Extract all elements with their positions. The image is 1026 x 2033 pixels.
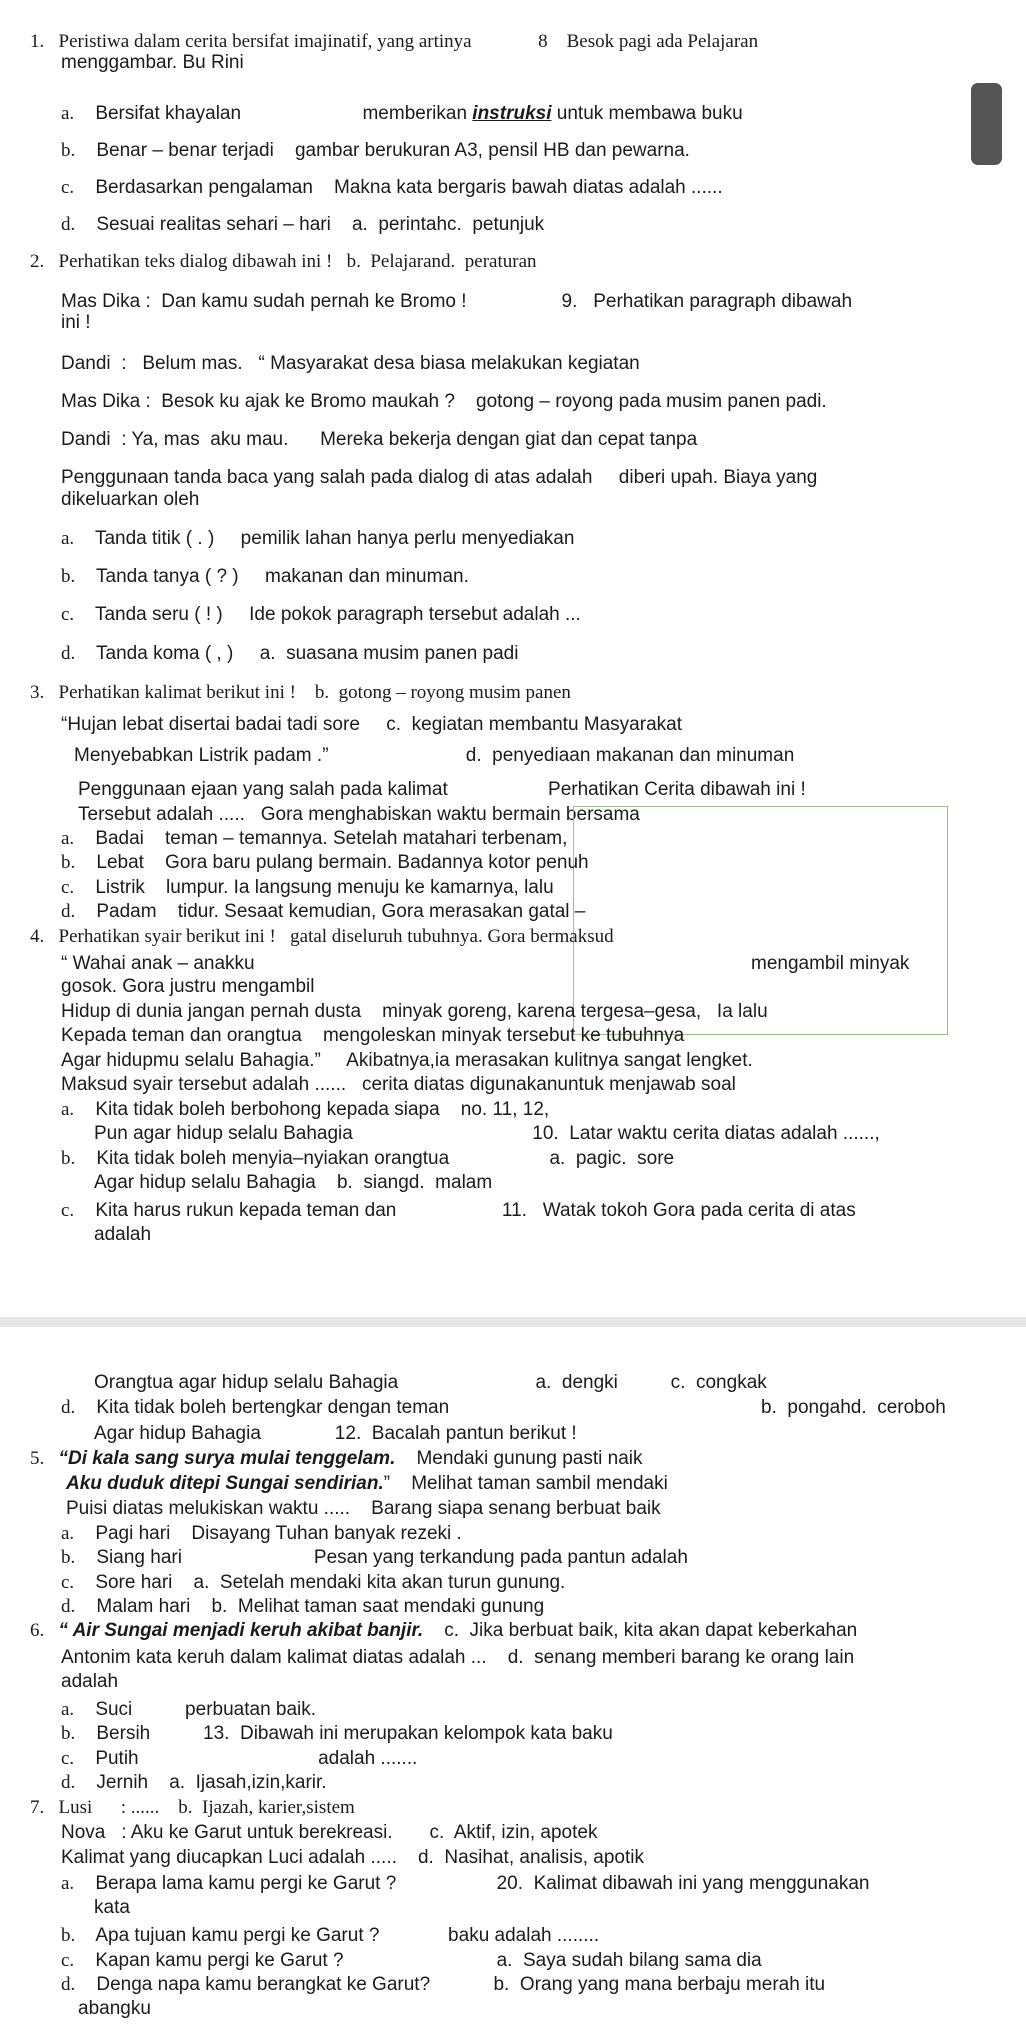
dialog-line-3: Mas Dika : Besok ku ajak ke Bromo maukah ? gotong – royong pada musim panen padi.	[61, 391, 827, 412]
q7-option-d: d. Denga napa kamu berangkat ke Garut? b. Orang yang mana berbaju merah itu	[61, 1974, 826, 1995]
q3-option-b: b. Lebat Gora baru pulang bermain. Badannya kotor penuh	[61, 852, 589, 873]
p2-line-3: Agar hidup Bahagia 12. Bacalah pantun berikut !	[94, 1423, 577, 1444]
poem-line-4: Agar hidupmu selalu Bahagia.” Akibatnya,ia merasakan kulitnya sangat lengket.	[61, 1050, 753, 1071]
dialog-line-4: Dandi : Ya, mas aku mau. Mereka bekerja dengan giat dan cepat tanpa	[61, 429, 698, 450]
q3-option-d: d. Padam tidur. Sesaat kemudian, Gora merasakan gatal –	[61, 901, 586, 922]
q1-option-a: a. Bersifat khayalan memberikan instruksi untuk membawa buku	[61, 103, 743, 124]
q6-option-d: d. Jernih a. Ijasah,izin,karir.	[61, 1772, 327, 1793]
q7-option-a-cont: kata	[94, 1897, 130, 1918]
scrollbar-thumb[interactable]	[971, 83, 1002, 165]
q6-option-b: b. Bersih 13. Dibawah ini merupakan kelompok kata baku	[61, 1723, 613, 1744]
q3-option-a: a. Badai teman – temannya. Setelah matahari terbenam,	[61, 828, 568, 849]
q2-option-c: c. Tanda seru ( ! ) Ide pokok paragraph tersebut adalah ...	[61, 604, 581, 625]
dialog-line-1b: ini !	[61, 312, 91, 333]
question-7: 7. Lusi : ...... b. Ijazah, karier,sistem	[30, 1797, 355, 1818]
q6-option-c: c. Putih adalah .......	[61, 1748, 418, 1769]
q2-option-d: d. Tanda koma ( , ) a. suasana musim panen padi	[61, 643, 519, 664]
q2-option-a: a. Tanda titik ( . ) pemilik lahan hanya perlu menyediakan	[61, 528, 575, 549]
p2-line-1: Orangtua agar hidup selalu Bahagia a. dengki c. congkak	[94, 1372, 767, 1393]
q3-line-1: “Hujan lebat disertai badai tadi sore c. kegiatan membantu Masyarakat	[61, 714, 682, 735]
question-2: 2. Perhatikan teks dialog dibawah ini ! b. Pelajarand. peraturan	[30, 251, 537, 272]
question-1-cont: menggambar. Bu Rini	[61, 52, 244, 73]
story-line: gosok. Gora justru mengambil	[61, 976, 315, 997]
q4-option-d: d. Kita tidak boleh bertengkar dengan teman	[61, 1397, 450, 1418]
question-1: 1. Peristiwa dalam cerita bersifat imajinatif, yang artinya 8 Besok pagi ada Pelajaran	[30, 31, 759, 52]
q7-option-b: b. Apa tujuan kamu pergi ke Garut ? baku adalah ........	[61, 1925, 600, 1946]
q1-option-d: d. Sesuai realitas sehari – hari a. perintahc. petunjuk	[61, 214, 545, 235]
q4-option-c-cont: adalah	[94, 1224, 152, 1245]
poem-line-3: Kepada teman dan orangtua mengoleskan minyak tersebut ke tubuhnya	[61, 1025, 685, 1046]
q3-line-2: Menyebabkan Listrik padam .” d. penyediaan makanan dan minuman	[74, 745, 795, 766]
q6-line-2b: adalah	[61, 1671, 119, 1692]
question-6: 6. “ Air Sungai menjadi keruh akibat banjir. c. Jika berbuat baik, kita akan dapat keberkahan	[30, 1620, 858, 1641]
q3-line-4: Tersebut adalah ..... Gora menghabiskan waktu bermain bersama	[78, 804, 640, 825]
dialog-line-1: Mas Dika : Dan kamu sudah pernah ke Bromo ! 9. Perhatikan paragraph dibawah	[61, 291, 853, 312]
dialog-line-2: Dandi : Belum mas. “ Masyarakat desa biasa melakukan kegiatan	[61, 353, 640, 374]
q3-line-3: Penggunaan ejaan yang salah pada kalimat Perhatikan Cerita dibawah ini !	[78, 779, 806, 800]
q2-option-b: b. Tanda tanya ( ? ) makanan dan minuman.	[61, 566, 469, 587]
story-line-right: mengambil minyak	[751, 953, 910, 974]
q4-option-b-cont: Agar hidup selalu Bahagia b. siangd. malam	[94, 1172, 493, 1193]
q7-option-c: c. Kapan kamu pergi ke Garut ? a. Saya sudah bilang sama dia	[61, 1950, 762, 1971]
dialog-question: Penggunaan tanda baca yang salah pada dialog di atas adalah diberi upah. Biaya yang	[61, 467, 818, 488]
q3-option-c: c. Listrik lumpur. Ia langsung menuju ke kamarnya, lalu	[61, 877, 554, 898]
q6-line-2: Antonim kata keruh dalam kalimat diatas adalah ... d. senang memberi barang ke orang lain	[61, 1647, 855, 1668]
q6-option-a: a. Suci perbuatan baik.	[61, 1699, 317, 1720]
poem-line-2: Hidup di dunia jangan pernah dusta minyak goreng, karena tergesa–gesa, Ia lalu	[61, 1001, 768, 1022]
q5-option-a: a. Pagi hari Disayang Tuhan banyak rezeki .	[61, 1523, 462, 1544]
dialog-question-cont: dikeluarkan oleh	[61, 489, 200, 510]
question-5: 5. “Di kala sang surya mulai tenggelam. Mendaki gunung pasti naik	[30, 1448, 643, 1469]
q4-option-a: a. Kita tidak boleh berbohong kepada siapa no. 11, 12,	[61, 1099, 550, 1120]
q5-option-c: c. Sore hari a. Setelah mendaki kita akan turun gunung.	[61, 1572, 566, 1593]
poem-line-1: “ Wahai anak – anakku	[61, 953, 255, 974]
q7-line-2: Nova : Aku ke Garut untuk berekreasi. c. Aktif, izin, apotek	[61, 1822, 598, 1843]
q1-option-c: c. Berdasarkan pengalaman Makna kata bergaris bawah diatas adalah ......	[61, 177, 723, 198]
q4-question: Maksud syair tersebut adalah ...... cerita diatas digunakanuntuk menjawab soal	[61, 1074, 736, 1095]
page-separator	[0, 1317, 1026, 1327]
q5-line-3: Puisi diatas melukiskan waktu ..... Barang siapa senang berbuat baik	[66, 1498, 661, 1519]
q11-options-right: b. pongahd. ceroboh	[761, 1397, 946, 1418]
q4-option-b: b. Kita tidak boleh menyia–nyiakan orangtua a. pagic. sore	[61, 1148, 675, 1169]
q1-option-b: b. Benar – benar terjadi gambar berukuran A3, pensil HB dan pewarna.	[61, 140, 690, 161]
q4-option-c: c. Kita harus rukun kepada teman dan 11. Watak tokoh Gora pada cerita di atas	[61, 1200, 856, 1221]
q5-option-d: d. Malam hari b. Melihat taman saat mendaki gunung	[61, 1596, 545, 1617]
q5-option-b: b. Siang hari Pesan yang terkandung pada pantun adalah	[61, 1547, 688, 1568]
q5-line-2: Aku duduk ditepi Sungai sendirian.” Melihat taman sambil mendaki	[66, 1473, 668, 1494]
q7-option-a: a. Berapa lama kamu pergi ke Garut ? 20. Kalimat dibawah ini yang menggunakan	[61, 1873, 870, 1894]
question-3: 3. Perhatikan kalimat berikut ini ! b. gotong – royong musim panen	[30, 682, 571, 703]
q4-option-a-cont: Pun agar hidup selalu Bahagia 10. Latar waktu cerita diatas adalah ......,	[94, 1123, 880, 1144]
question-4: 4. Perhatikan syair berikut ini ! gatal diseluruh tubuhnya. Gora bermaksud	[30, 926, 614, 947]
q7-line-3: Kalimat yang diucapkan Luci adalah ..... d. Nasihat, analisis, apotik	[61, 1847, 644, 1868]
q7-option-d-cont: abangku	[78, 1998, 151, 2019]
